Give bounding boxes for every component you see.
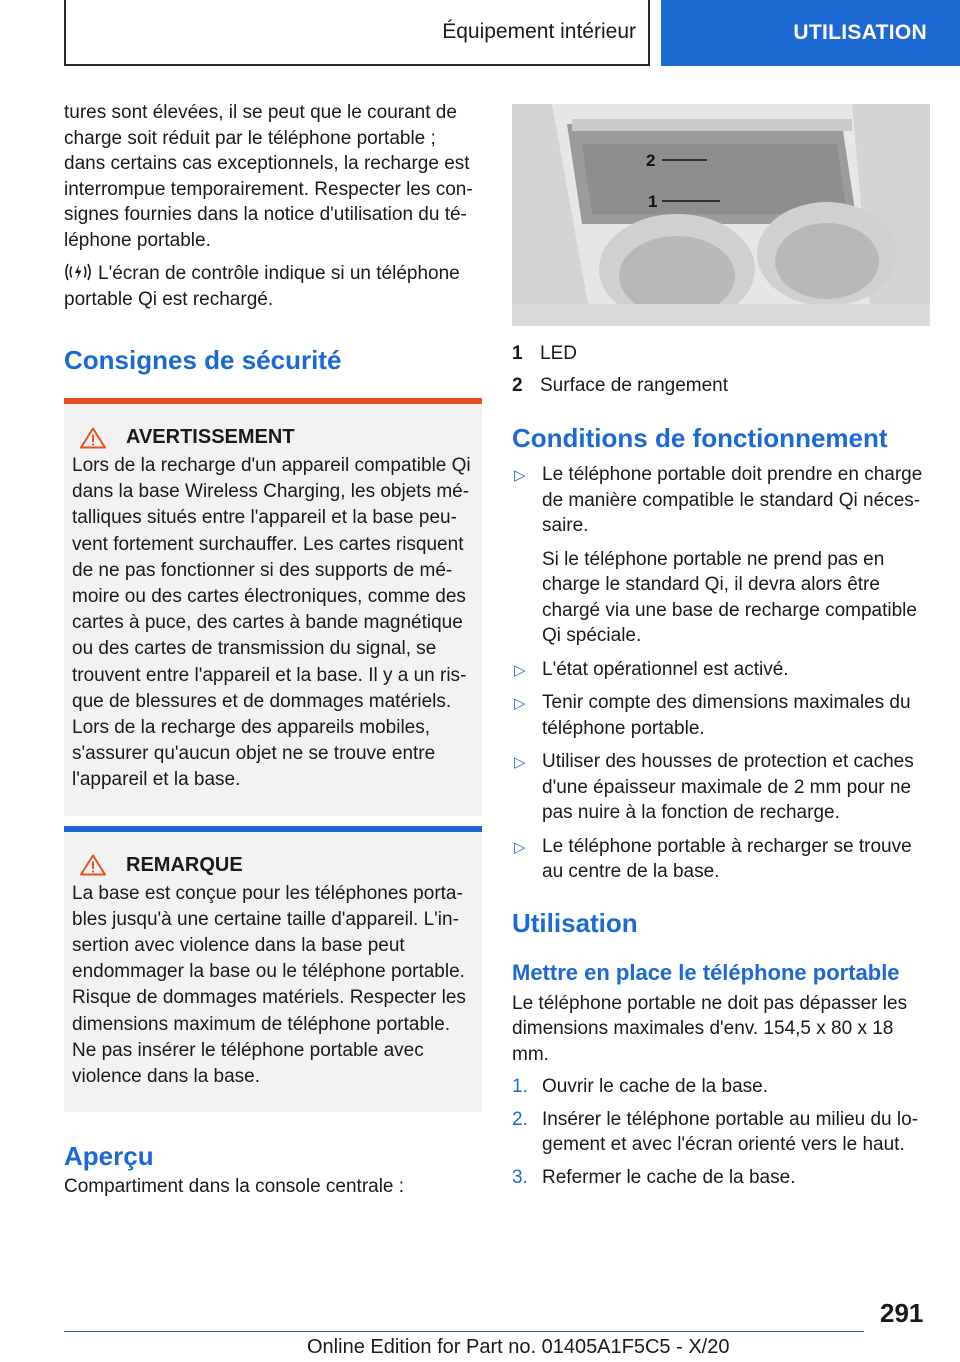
condition-text: Le téléphone portable à recharger se trouve au centre de la base. — [542, 835, 912, 882]
list-item — [512, 462, 930, 649]
step-text: Refermer le cache de la base. — [542, 1166, 796, 1188]
step-text: Ouvrir le cache de la base. — [542, 1076, 769, 1097]
notice-text: La base est conçue pour les téléphones portables jusqu'à une certaine taille d'appareil. L'insertion avec violence dans la base peut endommager la base ou le téléphone portable. Risque de dommages matériels. Respecter les dimensions maximum de téléphone portable. Ne pas insérer le téléphone portable avec violence dans la base. — [72, 882, 466, 1088]
insert-phone-heading: Mettre en place le téléphone portable — [512, 959, 900, 985]
safety-heading: Consignes de sécurité — [64, 345, 342, 375]
intro-paragraph: tures sont élevées, il se peut que le courant de charge soit réduit par le téléphone portable ; dans certains cas exceptionnels, la recharge est interrompue temporairement. Respecter les consignes fournies dans la notice d'utilisation du téléphone portable. — [64, 102, 473, 251]
notice-triangle-icon — [80, 854, 106, 876]
usage-heading: Utilisation — [512, 907, 638, 938]
warning-title-text: AVERTISSEMENT — [126, 426, 295, 448]
legend-number: 2 — [512, 375, 523, 396]
list-item — [512, 749, 930, 826]
figure-legend — [512, 338, 930, 402]
triangle-bullet-icon: ▷ — [514, 467, 526, 484]
triangle-bullet-icon: ▷ — [514, 838, 526, 856]
phone-note-text: L'écran de contrôle indique si un téléphone portable Qi est rechargé. — [64, 263, 460, 310]
notice-title — [80, 854, 474, 877]
triangle-bullet-icon: ▷ — [514, 695, 526, 712]
footer-divider — [64, 1331, 864, 1332]
footer-edition: Online Edition for Part no. 01405A1F5C5 - X/20 — [307, 1336, 730, 1358]
figure-label-1: 1 — [648, 192, 658, 211]
legend-item — [512, 338, 930, 370]
header-chapter-tab — [661, 0, 960, 66]
step-text: Insérer le téléphone portable au milieu du logement et avec l'écran orienté vers le haut. — [542, 1108, 919, 1155]
list-item — [512, 1074, 930, 1100]
figure-label-2: 2 — [646, 151, 656, 170]
steps-list — [512, 1074, 930, 1190]
step-number: 2. — [512, 1108, 528, 1130]
console-compartment-photo — [512, 104, 930, 326]
notice-box — [64, 826, 482, 1113]
condition-text: Tenir compte des dimensions maximales du téléphone portable. — [542, 692, 911, 739]
header-chapter-label: UTILISATION — [793, 21, 927, 44]
step-number: 3. — [512, 1166, 528, 1188]
warning-box — [64, 398, 482, 816]
conditions-list — [512, 462, 930, 885]
notice-title-text: REMARQUE — [126, 853, 243, 876]
list-item — [512, 1107, 930, 1158]
legend-item — [512, 370, 930, 402]
conditions-heading: Conditions de fonctionnement — [512, 423, 888, 453]
header-section-tab — [64, 0, 650, 66]
list-item — [512, 690, 930, 741]
overview-heading: Aperçu — [64, 1141, 154, 1172]
legend-label: Surface de rangement — [540, 375, 729, 396]
list-item — [512, 1165, 930, 1191]
header-section-label: Équipement intérieur — [442, 20, 636, 43]
warning-text: Lors de la recharge d'un appareil compatible Qi dans la base Wireless Charging, les objets métalliques situés entre l'appareil et la base peuvent fortement surchauffer. Les cartes risquent de ne pas fonctionner si des supports de mémoire ou des cartes électroniques, comme des cartes à puce, des cartes à bande magnétique ou des cartes de transmission du signal, se trouvent entre l'appareil et la base. Il y a un risque de blessures et de dommages matériels. Lors de la recharge des appareils mobiles, s'assurer qu'aucun objet ne se trouve entre l'appareil et la base. — [72, 455, 471, 791]
wireless-charging-icon — [64, 261, 92, 283]
step-number: 1. — [512, 1076, 528, 1097]
right-column — [512, 104, 930, 1190]
legend-number: 1 — [512, 343, 523, 364]
list-item — [512, 834, 930, 885]
overview-text: Compartiment dans la console centrale : — [64, 1176, 405, 1198]
condition-text: L'état opérationnel est activé. — [542, 658, 789, 680]
condition-text: Le téléphone portable doit prendre en charge de manière compatible le standard Qi nécessaire. — [542, 464, 923, 536]
console-illustration — [512, 104, 930, 326]
phone-note — [64, 261, 482, 312]
condition-extra: Si le téléphone portable ne prend pas en charge le standard Qi, il devra alors être chargé via une base de recharge compatible Qi spéciale. — [542, 548, 917, 646]
page-number: 291 — [880, 1298, 924, 1328]
insert-phone-text: Le téléphone portable ne doit pas dépasser les dimensions maximales d'env. 154,5 x 80 x 18 mm. — [512, 992, 908, 1065]
warning-title — [80, 426, 474, 449]
triangle-bullet-icon: ▷ — [514, 661, 526, 679]
list-item — [512, 657, 930, 683]
warning-triangle-icon — [80, 427, 106, 449]
left-column — [64, 100, 482, 1200]
condition-text: Utiliser des housses de protection et caches d'une épaisseur maximale de 2 mm pour ne pas nuire à la fonction de recharge. — [542, 751, 914, 823]
legend-label: LED — [540, 343, 577, 364]
triangle-bullet-icon: ▷ — [514, 754, 526, 771]
